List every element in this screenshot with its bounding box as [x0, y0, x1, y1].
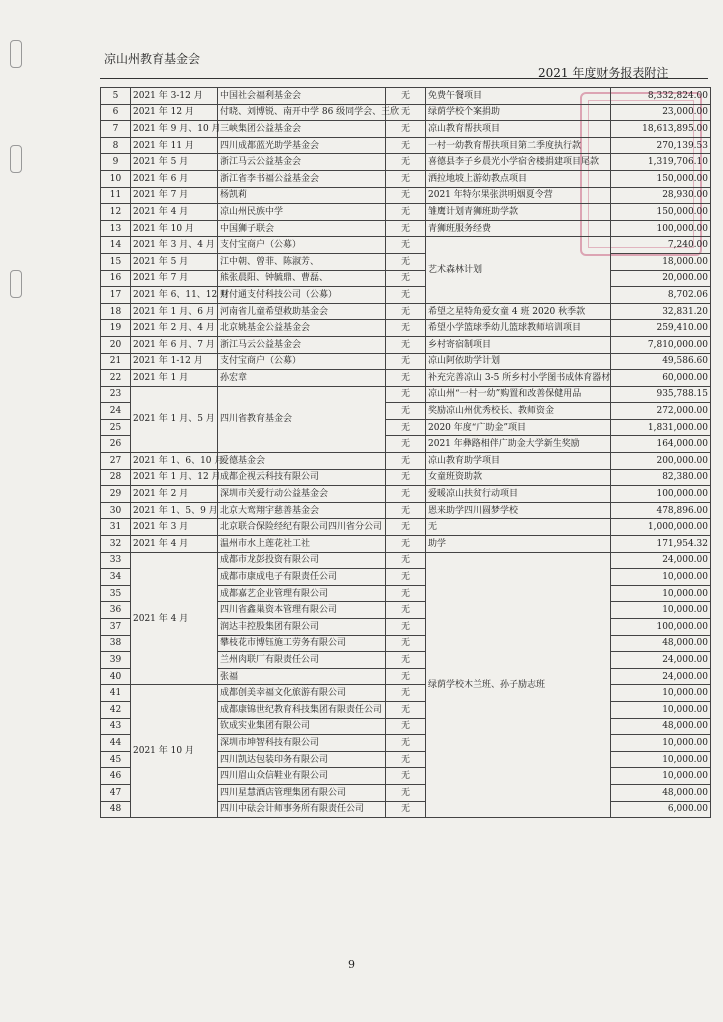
tax-status: 无 — [386, 569, 426, 586]
row-number: 44 — [101, 735, 131, 752]
tax-status: 无 — [386, 270, 426, 287]
tax-status: 无 — [386, 386, 426, 403]
tax-status: 无 — [386, 253, 426, 270]
row-number: 25 — [101, 419, 131, 436]
donor-name: 财付通支付科技公司（公募） — [218, 287, 386, 304]
project-name: 奖励凉山州优秀校长、教师资金 — [426, 403, 611, 420]
tax-status: 无 — [386, 187, 426, 204]
project-name: 凉山阿依助学计划 — [426, 353, 611, 370]
table-row — [101, 320, 711, 337]
row-number: 41 — [101, 685, 131, 702]
donation-amount: 24,000.00 — [611, 668, 711, 685]
donation-date: 2021 年 9 月、10 月 — [131, 121, 218, 138]
donor-name: 四川成都蓝光助学基金会 — [218, 137, 386, 154]
tax-status: 无 — [386, 121, 426, 138]
table-row — [101, 154, 711, 171]
row-number: 19 — [101, 320, 131, 337]
tax-status: 无 — [386, 469, 426, 486]
table-row — [101, 187, 711, 204]
donation-amount: 10,000.00 — [611, 735, 711, 752]
punch-hole — [10, 145, 22, 173]
donation-amount: 150,000.00 — [611, 204, 711, 221]
tax-status: 无 — [386, 320, 426, 337]
donation-amount: 478,896.00 — [611, 502, 711, 519]
tax-status: 无 — [386, 602, 426, 619]
tax-status: 无 — [386, 701, 426, 718]
row-number: 33 — [101, 552, 131, 569]
row-number: 16 — [101, 270, 131, 287]
table-row — [101, 137, 711, 154]
donation-amount: 10,000.00 — [611, 701, 711, 718]
project-name: 助学 — [426, 536, 611, 553]
tax-status: 无 — [386, 419, 426, 436]
donor-name: 浙江马云公益基金会 — [218, 154, 386, 171]
project-name: 绿荫学校个案捐助 — [426, 104, 611, 121]
project-name: 2020 年度“广助金”项目 — [426, 419, 611, 436]
donation-amount: 32,831.20 — [611, 303, 711, 320]
donor-name: 四川眉山众信鞋业有限公司 — [218, 768, 386, 785]
tax-status: 无 — [386, 336, 426, 353]
tax-status: 无 — [386, 88, 426, 105]
project-name: 2021 年彝路相伴广助金大学新生奖励 — [426, 436, 611, 453]
row-number: 37 — [101, 619, 131, 636]
donor-name: 四川星慧酒店管理集团有限公司 — [218, 784, 386, 801]
table-row — [101, 220, 711, 237]
row-number: 7 — [101, 121, 131, 138]
donation-amount: 10,000.00 — [611, 569, 711, 586]
donation-amount: 100,000.00 — [611, 619, 711, 636]
row-number: 22 — [101, 370, 131, 387]
header-rule — [100, 78, 708, 79]
donor-name: 成都创美幸福文化旅游有限公司 — [218, 685, 386, 702]
donor-name: 凉山州民族中学 — [218, 204, 386, 221]
donation-date: 2021 年 1 月、6 月 — [131, 303, 218, 320]
row-number: 21 — [101, 353, 131, 370]
donation-amount: 100,000.00 — [611, 486, 711, 503]
donation-amount: 10,000.00 — [611, 751, 711, 768]
donation-date: 2021 年 6 月、7 月 — [131, 336, 218, 353]
donation-amount: 171,954.32 — [611, 536, 711, 553]
donor-name: 成都企视云科技有限公司 — [218, 469, 386, 486]
table-row — [101, 170, 711, 187]
tax-status: 无 — [386, 453, 426, 470]
donor-name: 张福 — [218, 668, 386, 685]
row-number: 12 — [101, 204, 131, 221]
row-number: 38 — [101, 635, 131, 652]
tax-status: 无 — [386, 104, 426, 121]
donation-amount: 24,000.00 — [611, 552, 711, 569]
donor-name: 中国狮子联会 — [218, 220, 386, 237]
row-number: 40 — [101, 668, 131, 685]
row-number: 24 — [101, 403, 131, 420]
donor-name: 成都市龙彭投资有限公司 — [218, 552, 386, 569]
donor-name: 攀枝花市博钰施工劳务有限公司 — [218, 635, 386, 652]
row-number: 6 — [101, 104, 131, 121]
donor-name: 爱德基金会 — [218, 453, 386, 470]
donation-date: 2021 年 5 月 — [131, 154, 218, 171]
table-row — [101, 336, 711, 353]
row-number: 31 — [101, 519, 131, 536]
table-row — [101, 253, 711, 270]
donor-name: 四川省鑫巢资本管理有限公司 — [218, 602, 386, 619]
donation-table-body — [101, 88, 711, 818]
table-row — [101, 88, 711, 105]
row-number: 11 — [101, 187, 131, 204]
donor-name: 北京姚基金公益基金会 — [218, 320, 386, 337]
row-number: 45 — [101, 751, 131, 768]
donor-name: 深圳市关爱行动公益基金会 — [218, 486, 386, 503]
tax-status: 无 — [386, 784, 426, 801]
row-number: 8 — [101, 137, 131, 154]
project-name: 乡村寄宿制项目 — [426, 336, 611, 353]
table-row — [101, 685, 711, 702]
donation-amount: 270,139.53 — [611, 137, 711, 154]
tax-status: 无 — [386, 668, 426, 685]
table-row — [101, 303, 711, 320]
row-number: 18 — [101, 303, 131, 320]
tax-status: 无 — [386, 635, 426, 652]
donation-amount: 100,000.00 — [611, 220, 711, 237]
tax-status: 无 — [386, 170, 426, 187]
row-number: 46 — [101, 768, 131, 785]
row-number: 36 — [101, 602, 131, 619]
row-number: 13 — [101, 220, 131, 237]
merged-date: 2021 年 1 月、5 月 — [131, 386, 218, 452]
donation-amount: 1,000,000.00 — [611, 519, 711, 536]
donation-date: 2021 年 1、5、9 月 — [131, 502, 218, 519]
tax-status: 无 — [386, 519, 426, 536]
punch-hole — [10, 40, 22, 68]
tax-status: 无 — [386, 204, 426, 221]
donation-amount: 24,000.00 — [611, 652, 711, 669]
donation-amount: 7,240.00 — [611, 237, 711, 254]
donor-name: 浙江省李书福公益基金会 — [218, 170, 386, 187]
donation-date: 2021 年 1-12 月 — [131, 353, 218, 370]
table-row — [101, 370, 711, 387]
donation-amount: 150,000.00 — [611, 170, 711, 187]
project-name: 凉山教育帮扶项目 — [426, 121, 611, 138]
project-name: 免费午餐项目 — [426, 88, 611, 105]
donor-name: 河南省儿童希望救助基金会 — [218, 303, 386, 320]
project-name: 恩来助学四川圆梦学校 — [426, 502, 611, 519]
tax-status: 无 — [386, 403, 426, 420]
tax-status: 无 — [386, 220, 426, 237]
row-number: 9 — [101, 154, 131, 171]
donation-date: 2021 年 5 月 — [131, 253, 218, 270]
donation-amount: 48,000.00 — [611, 784, 711, 801]
donation-amount: 6,000.00 — [611, 801, 711, 818]
donation-amount: 18,000.00 — [611, 253, 711, 270]
donation-amount: 200,000.00 — [611, 453, 711, 470]
donation-amount: 28,930.00 — [611, 187, 711, 204]
project-name: 洒拉地坡上游幼教点项目 — [426, 170, 611, 187]
table-row — [101, 552, 711, 569]
row-number: 15 — [101, 253, 131, 270]
donor-name: 支付宝商户（公募） — [218, 353, 386, 370]
donation-date: 2021 年 6、11、12 月 — [131, 287, 218, 304]
table-row — [101, 270, 711, 287]
project-name: 凉山州“一村一幼”购置和改善保健用品 — [426, 386, 611, 403]
donation-amount: 18,613,895.00 — [611, 121, 711, 138]
tax-status: 无 — [386, 502, 426, 519]
table-row — [101, 104, 711, 121]
donor-name: 成都嘉艺企业管理有限公司 — [218, 585, 386, 602]
donation-amount: 23,000.00 — [611, 104, 711, 121]
donation-amount: 164,000.00 — [611, 436, 711, 453]
header-report-title: 2021 年度财务报表附注 — [538, 66, 669, 80]
table-row — [101, 453, 711, 470]
donation-date: 2021 年 7 月 — [131, 187, 218, 204]
tax-status: 无 — [386, 137, 426, 154]
donor-name: 成都康锦世纪教育科技集团有限责任公司 — [218, 701, 386, 718]
project-name: 一村一幼教育帮扶项目第二季度执行款 — [426, 137, 611, 154]
row-number: 14 — [101, 237, 131, 254]
donation-amount: 935,788.15 — [611, 386, 711, 403]
table-row — [101, 486, 711, 503]
tax-status: 无 — [386, 237, 426, 254]
donor-name: 润达丰控股集团有限公司 — [218, 619, 386, 636]
table-row — [101, 287, 711, 304]
punch-hole — [10, 270, 22, 298]
row-number: 28 — [101, 469, 131, 486]
tax-status: 无 — [386, 287, 426, 304]
merged-project: 艺术森林计划 — [426, 237, 611, 303]
tax-status: 无 — [386, 768, 426, 785]
tax-status: 无 — [386, 353, 426, 370]
row-number: 20 — [101, 336, 131, 353]
tax-status: 无 — [386, 718, 426, 735]
donor-name: 兰州肉联厂有限责任公司 — [218, 652, 386, 669]
project-name: 喜德县李子乡晨光小学宿舍楼捐建项目尾款 — [426, 154, 611, 171]
donor-name: 熊张晨阳、钟毓鼎、曹磊、 — [218, 270, 386, 287]
donation-amount: 48,000.00 — [611, 635, 711, 652]
row-number: 5 — [101, 88, 131, 105]
table-row — [101, 502, 711, 519]
table-row — [101, 237, 711, 254]
page-number: 9 — [348, 958, 355, 971]
table-row — [101, 386, 711, 403]
tax-status: 无 — [386, 735, 426, 752]
project-name: 希望小学篮球季幼儿篮球教师培训项目 — [426, 320, 611, 337]
project-name: 无 — [426, 519, 611, 536]
donor-name: 温州市水上莲花社工社 — [218, 536, 386, 553]
row-number: 48 — [101, 801, 131, 818]
donor-name: 成都市康成电子有限责任公司 — [218, 569, 386, 586]
donation-amount: 10,000.00 — [611, 768, 711, 785]
tax-status: 无 — [386, 552, 426, 569]
table-row — [101, 469, 711, 486]
tax-status: 无 — [386, 751, 426, 768]
donation-date: 2021 年 11 月 — [131, 137, 218, 154]
merged-date: 2021 年 10 月 — [131, 685, 218, 818]
row-number: 26 — [101, 436, 131, 453]
donation-amount: 60,000.00 — [611, 370, 711, 387]
table-row — [101, 536, 711, 553]
merged-date: 2021 年 4 月 — [131, 552, 218, 685]
donation-date: 2021 年 1 月、12 月 — [131, 469, 218, 486]
donation-amount: 20,000.00 — [611, 270, 711, 287]
row-number: 32 — [101, 536, 131, 553]
row-number: 39 — [101, 652, 131, 669]
tax-status: 无 — [386, 619, 426, 636]
donation-date: 2021 年 3-12 月 — [131, 88, 218, 105]
donation-amount: 1,319,706.10 — [611, 154, 711, 171]
donation-amount: 10,000.00 — [611, 585, 711, 602]
donation-table — [100, 87, 711, 818]
row-number: 42 — [101, 701, 131, 718]
donor-name: 孙宏章 — [218, 370, 386, 387]
donor-name: 深圳市坤智科技有限公司 — [218, 735, 386, 752]
tax-status: 无 — [386, 801, 426, 818]
project-name: 青狮班服务经费 — [426, 220, 611, 237]
donation-amount: 10,000.00 — [611, 685, 711, 702]
row-number: 27 — [101, 453, 131, 470]
donation-amount: 272,000.00 — [611, 403, 711, 420]
table-row — [101, 121, 711, 138]
row-number: 34 — [101, 569, 131, 586]
donor-name: 三峡集团公益基金会 — [218, 121, 386, 138]
donation-date: 2021 年 1 月 — [131, 370, 218, 387]
donation-amount: 10,000.00 — [611, 602, 711, 619]
donor-name: 付晓、刘博锐、南开中学 86 级同学会、王欣 — [218, 104, 386, 121]
donation-date: 2021 年 12 月 — [131, 104, 218, 121]
project-name: 希望之星特角爱女童 4 班 2020 秋季款 — [426, 303, 611, 320]
donation-amount: 8,332,824.00 — [611, 88, 711, 105]
project-name: 凉山教育助学项目 — [426, 453, 611, 470]
donation-amount: 7,810,000.00 — [611, 336, 711, 353]
donation-date: 2021 年 10 月 — [131, 220, 218, 237]
row-number: 17 — [101, 287, 131, 304]
donor-name: 杨凯莉 — [218, 187, 386, 204]
row-number: 30 — [101, 502, 131, 519]
donation-date: 2021 年 7 月 — [131, 270, 218, 287]
tax-status: 无 — [386, 370, 426, 387]
row-number: 29 — [101, 486, 131, 503]
tax-status: 无 — [386, 486, 426, 503]
row-number: 35 — [101, 585, 131, 602]
row-number: 10 — [101, 170, 131, 187]
donor-name: 中国社会福利基金会 — [218, 88, 386, 105]
donation-date: 2021 年 6 月 — [131, 170, 218, 187]
merged-project: 绿荫学校木兰班、孙子励志班 — [426, 552, 611, 818]
tax-status: 无 — [386, 652, 426, 669]
donation-amount: 48,000.00 — [611, 718, 711, 735]
row-number: 23 — [101, 386, 131, 403]
project-name: 爱暖凉山扶贫行动项目 — [426, 486, 611, 503]
project-name: 2021 年特尔果张洪明烟夏令营 — [426, 187, 611, 204]
donor-name: 四川中砝会计师事务所有限责任公司 — [218, 801, 386, 818]
tax-status: 无 — [386, 685, 426, 702]
donor-name: 江中朝、曾菲、陈淑芳、 — [218, 253, 386, 270]
tax-status: 无 — [386, 585, 426, 602]
donation-date: 2021 年 2 月、4 月 — [131, 320, 218, 337]
tax-status: 无 — [386, 303, 426, 320]
donor-name: 浙江马云公益基金会 — [218, 336, 386, 353]
donation-date: 2021 年 2 月 — [131, 486, 218, 503]
donation-amount: 8,702.06 — [611, 287, 711, 304]
table-row — [101, 204, 711, 221]
donation-amount: 49,586.60 — [611, 353, 711, 370]
donation-date: 2021 年 4 月 — [131, 204, 218, 221]
project-name: 补充完善凉山 3-5 所乡村小学图书成体育器材 — [426, 370, 611, 387]
tax-status: 无 — [386, 536, 426, 553]
tax-status: 无 — [386, 436, 426, 453]
merged-donor: 四川省教育基金会 — [218, 386, 386, 452]
project-name: 女童班资助款 — [426, 469, 611, 486]
donation-date: 2021 年 1、6、10 月 — [131, 453, 218, 470]
donor-name: 四川凯达包装印务有限公司 — [218, 751, 386, 768]
row-number: 47 — [101, 784, 131, 801]
donation-date: 2021 年 3 月、4 月 — [131, 237, 218, 254]
donor-name: 钦成实业集团有限公司 — [218, 718, 386, 735]
donation-date: 2021 年 3 月 — [131, 519, 218, 536]
table-row — [101, 519, 711, 536]
table-row — [101, 353, 711, 370]
project-name: 雏鹰计划青狮班助学款 — [426, 204, 611, 221]
donor-name: 支付宝商户（公募） — [218, 237, 386, 254]
donor-name: 北京大鸾翔宇慈善基金会 — [218, 502, 386, 519]
donor-name: 北京联合保险经纪有限公司四川省分公司 — [218, 519, 386, 536]
tax-status: 无 — [386, 154, 426, 171]
donation-amount: 1,831,000.00 — [611, 419, 711, 436]
row-number: 43 — [101, 718, 131, 735]
donation-amount: 82,380.00 — [611, 469, 711, 486]
donation-date: 2021 年 4 月 — [131, 536, 218, 553]
header-org: 凉山州教育基金会 — [104, 52, 201, 66]
donation-amount: 259,410.00 — [611, 320, 711, 337]
